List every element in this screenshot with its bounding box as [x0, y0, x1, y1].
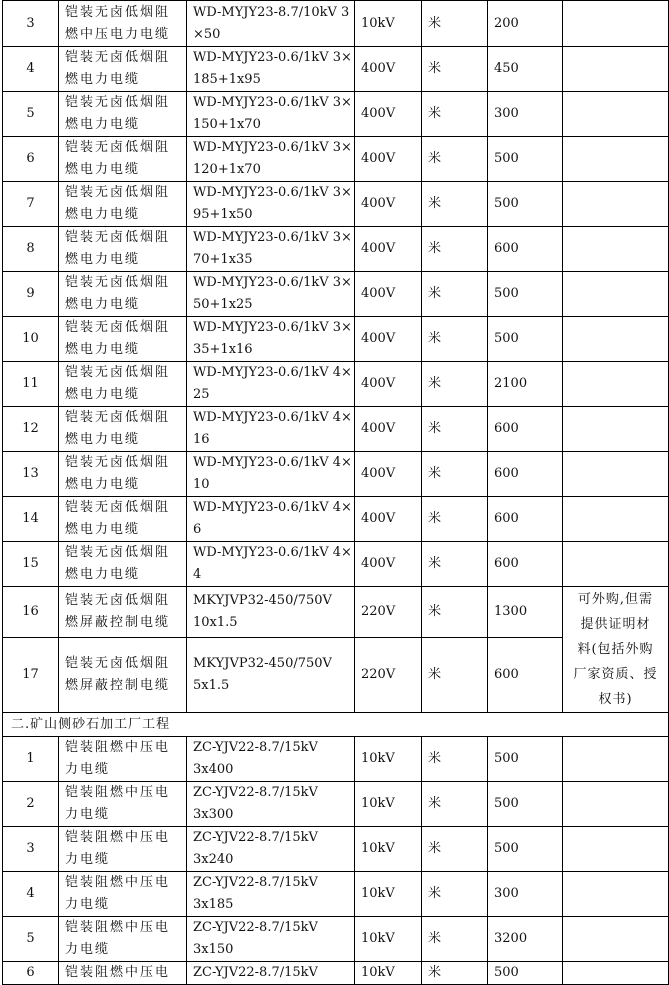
table-row [3, 497, 669, 542]
cable-name-cell: 铠装无卤低烟阻 燃电力电缆 [59, 272, 187, 317]
quantity-cell: 600 [488, 497, 563, 542]
row-number-cell: 13 [3, 452, 59, 497]
voltage-cell: 400V [355, 317, 422, 362]
cable-name-cell: 铠装阻燃中压电 力电缆 [59, 737, 187, 782]
cable-material-table [2, 0, 669, 985]
quantity-cell: 500 [488, 317, 563, 362]
quantity-cell: 500 [488, 737, 563, 782]
voltage-cell: 220V [355, 587, 422, 638]
quantity-cell: 200 [488, 1, 563, 47]
remark-cell [563, 452, 669, 497]
cable-spec-cell: ZC-YJV22-8.7/15kV 3x150 [187, 917, 355, 962]
quantity-cell: 1300 [488, 587, 563, 638]
voltage-cell: 400V [355, 92, 422, 137]
cable-name-cell: 铠装无卤低烟阻 燃电力电缆 [59, 227, 187, 272]
remark-cell [563, 497, 669, 542]
remark-cell [563, 362, 669, 407]
row-number-cell: 14 [3, 497, 59, 542]
unit-cell: 米 [422, 92, 488, 137]
cable-spec-cell: WD-MYJY23-0.6/1kV 4× 6 [187, 497, 355, 542]
cable-name-cell: 铠装无卤低烟阻 燃电力电缆 [59, 497, 187, 542]
remark-cell [563, 137, 669, 182]
unit-cell: 米 [422, 917, 488, 962]
voltage-cell: 400V [355, 407, 422, 452]
cable-spec-cell: MKYJVP32-450/750V 10x1.5 [187, 587, 355, 638]
row-number-cell: 4 [3, 47, 59, 92]
cable-name-cell: 铠装无卤低烟阻 燃电力电缆 [59, 47, 187, 92]
cable-spec-cell: ZC-YJV22-8.7/15kV [187, 962, 355, 985]
cable-spec-cell: WD-MYJY23-0.6/1kV 4× 10 [187, 452, 355, 497]
voltage-cell: 400V [355, 137, 422, 182]
row-number-cell: 1 [3, 737, 59, 782]
remark-cell [563, 917, 669, 962]
unit-cell: 米 [422, 962, 488, 985]
quantity-cell: 500 [488, 272, 563, 317]
remark-cell [563, 827, 669, 872]
voltage-cell: 400V [355, 182, 422, 227]
quantity-cell: 600 [488, 638, 563, 713]
table-row [3, 1, 669, 47]
row-number-cell: 3 [3, 1, 59, 47]
voltage-cell: 220V [355, 638, 422, 713]
unit-cell: 米 [422, 47, 488, 92]
cable-spec-cell: WD-MYJY23-0.6/1kV 4× 16 [187, 407, 355, 452]
voltage-cell: 10kV [355, 872, 422, 917]
cable-name-cell: 铠装无卤低烟阻 燃电力电缆 [59, 452, 187, 497]
cable-name-cell: 铠装阻燃中压电 力电缆 [59, 917, 187, 962]
quantity-cell: 500 [488, 962, 563, 985]
voltage-cell: 10kV [355, 782, 422, 827]
unit-cell: 米 [422, 737, 488, 782]
voltage-cell: 400V [355, 542, 422, 587]
unit-cell: 米 [422, 542, 488, 587]
row-number-cell: 7 [3, 182, 59, 227]
unit-cell: 米 [422, 638, 488, 713]
remark-cell [563, 737, 669, 782]
remark-cell [563, 92, 669, 137]
table-row [3, 542, 669, 587]
unit-cell: 米 [422, 407, 488, 452]
unit-cell: 米 [422, 497, 488, 542]
unit-cell: 米 [422, 272, 488, 317]
remark-cell [563, 227, 669, 272]
table-row [3, 47, 669, 92]
voltage-cell: 400V [355, 272, 422, 317]
quantity-cell: 3200 [488, 917, 563, 962]
unit-cell: 米 [422, 227, 488, 272]
cable-name-cell: 铠装阻燃中压电 力电缆 [59, 872, 187, 917]
cable-spec-cell: WD-MYJY23-0.6/1kV 4× 4 [187, 542, 355, 587]
voltage-cell: 10kV [355, 737, 422, 782]
row-number-cell: 15 [3, 542, 59, 587]
table-row [3, 962, 669, 985]
cable-spec-cell: ZC-YJV22-8.7/15kV 3x240 [187, 827, 355, 872]
row-number-cell: 6 [3, 962, 59, 985]
row-number-cell: 12 [3, 407, 59, 452]
voltage-cell: 10kV [355, 917, 422, 962]
table-row [3, 182, 669, 227]
voltage-cell: 400V [355, 47, 422, 92]
remark-cell [563, 782, 669, 827]
cable-name-cell: 铠装阻燃中压电 力电缆 [59, 827, 187, 872]
table-row [3, 362, 669, 407]
table-row [3, 782, 669, 827]
table-row [3, 587, 669, 638]
cable-name-cell: 铠装无卤低烟阻 燃电力电缆 [59, 137, 187, 182]
unit-cell: 米 [422, 827, 488, 872]
voltage-cell: 10kV [355, 1, 422, 47]
remark-cell [563, 182, 669, 227]
unit-cell: 米 [422, 872, 488, 917]
voltage-cell: 10kV [355, 827, 422, 872]
row-number-cell: 3 [3, 827, 59, 872]
row-number-cell: 11 [3, 362, 59, 407]
quantity-cell: 600 [488, 452, 563, 497]
unit-cell: 米 [422, 452, 488, 497]
remark-cell [563, 872, 669, 917]
row-number-cell: 17 [3, 638, 59, 713]
row-number-cell: 16 [3, 587, 59, 638]
section-header-row [3, 713, 669, 737]
remark-cell [563, 1, 669, 47]
quantity-cell: 500 [488, 182, 563, 227]
row-number-cell: 8 [3, 227, 59, 272]
remark-cell [563, 47, 669, 92]
cable-name-cell: 铠装阻燃中压电 力电缆 [59, 782, 187, 827]
cable-name-cell: 铠装阻燃中压电 [59, 962, 187, 985]
quantity-cell: 500 [488, 137, 563, 182]
remark-cell [563, 407, 669, 452]
row-number-cell: 10 [3, 317, 59, 362]
remark-cell: 可外购,但需 提供证明材 料(包括外购 厂家资质、授 权书) [563, 587, 669, 713]
quantity-cell: 600 [488, 542, 563, 587]
unit-cell: 米 [422, 317, 488, 362]
table-row [3, 227, 669, 272]
cable-spec-cell: WD-MYJY23-0.6/1kV 3× 185+1x95 [187, 47, 355, 92]
unit-cell: 米 [422, 137, 488, 182]
section-title: 二.矿山侧砂石加工厂工程 [3, 713, 669, 737]
cable-name-cell: 铠装无卤低烟阻 燃电力电缆 [59, 407, 187, 452]
table-row [3, 917, 669, 962]
row-number-cell: 6 [3, 137, 59, 182]
cable-spec-cell: WD-MYJY23-0.6/1kV 4× 25 [187, 362, 355, 407]
row-number-cell: 5 [3, 917, 59, 962]
table-row [3, 92, 669, 137]
cable-name-cell: 铠装无卤低烟阻 燃电力电缆 [59, 92, 187, 137]
remark-cell [563, 317, 669, 362]
voltage-cell: 400V [355, 497, 422, 542]
cable-name-cell: 铠装无卤低烟阻 燃电力电缆 [59, 542, 187, 587]
table-row [3, 872, 669, 917]
row-number-cell: 4 [3, 872, 59, 917]
cable-spec-cell: WD-MYJY23-0.6/1kV 3× 35+1x16 [187, 317, 355, 362]
unit-cell: 米 [422, 182, 488, 227]
quantity-cell: 500 [488, 782, 563, 827]
cable-spec-cell: ZC-YJV22-8.7/15kV 3x185 [187, 872, 355, 917]
unit-cell: 米 [422, 1, 488, 47]
unit-cell: 米 [422, 587, 488, 638]
remark-cell [563, 542, 669, 587]
cable-spec-cell: WD-MYJY23-0.6/1kV 3× 95+1x50 [187, 182, 355, 227]
row-number-cell: 5 [3, 92, 59, 137]
cable-name-cell: 铠装无卤低烟阻 燃电力电缆 [59, 182, 187, 227]
quantity-cell: 300 [488, 872, 563, 917]
cable-spec-cell: MKYJVP32-450/750V 5x1.5 [187, 638, 355, 713]
table-row [3, 317, 669, 362]
voltage-cell: 10kV [355, 962, 422, 985]
voltage-cell: 400V [355, 452, 422, 497]
table-row [3, 452, 669, 497]
table-row [3, 737, 669, 782]
cable-name-cell: 铠装无卤低烟阻 燃屏蔽控制电缆 [59, 638, 187, 713]
unit-cell: 米 [422, 782, 488, 827]
cable-name-cell: 铠装无卤低烟阻 燃电力电缆 [59, 362, 187, 407]
table-row [3, 827, 669, 872]
remark-cell [563, 962, 669, 985]
quantity-cell: 600 [488, 227, 563, 272]
voltage-cell: 400V [355, 362, 422, 407]
row-number-cell: 9 [3, 272, 59, 317]
cable-spec-cell: WD-MYJY23-0.6/1kV 3× 150+1x70 [187, 92, 355, 137]
voltage-cell: 400V [355, 227, 422, 272]
cable-spec-cell: ZC-YJV22-8.7/15kV 3x300 [187, 782, 355, 827]
cable-spec-cell: WD-MYJY23-0.6/1kV 3× 50+1x25 [187, 272, 355, 317]
quantity-cell: 600 [488, 407, 563, 452]
cable-spec-cell: WD-MYJY23-0.6/1kV 3× 120+1x70 [187, 137, 355, 182]
quantity-cell: 500 [488, 827, 563, 872]
cable-spec-cell: ZC-YJV22-8.7/15kV 3x400 [187, 737, 355, 782]
table-row [3, 137, 669, 182]
quantity-cell: 300 [488, 92, 563, 137]
quantity-cell: 450 [488, 47, 563, 92]
unit-cell: 米 [422, 362, 488, 407]
cable-spec-cell: WD-MYJY23-8.7/10kV 3 ×50 [187, 1, 355, 47]
row-number-cell: 2 [3, 782, 59, 827]
remark-cell [563, 272, 669, 317]
cable-name-cell: 铠装无卤低烟阻 燃中压电力电缆 [59, 1, 187, 47]
table-row [3, 407, 669, 452]
cable-spec-cell: WD-MYJY23-0.6/1kV 3× 70+1x35 [187, 227, 355, 272]
cable-name-cell: 铠装无卤低烟阻 燃电力电缆 [59, 317, 187, 362]
table-row [3, 272, 669, 317]
quantity-cell: 2100 [488, 362, 563, 407]
cable-name-cell: 铠装无卤低烟阻 燃屏蔽控制电缆 [59, 587, 187, 638]
